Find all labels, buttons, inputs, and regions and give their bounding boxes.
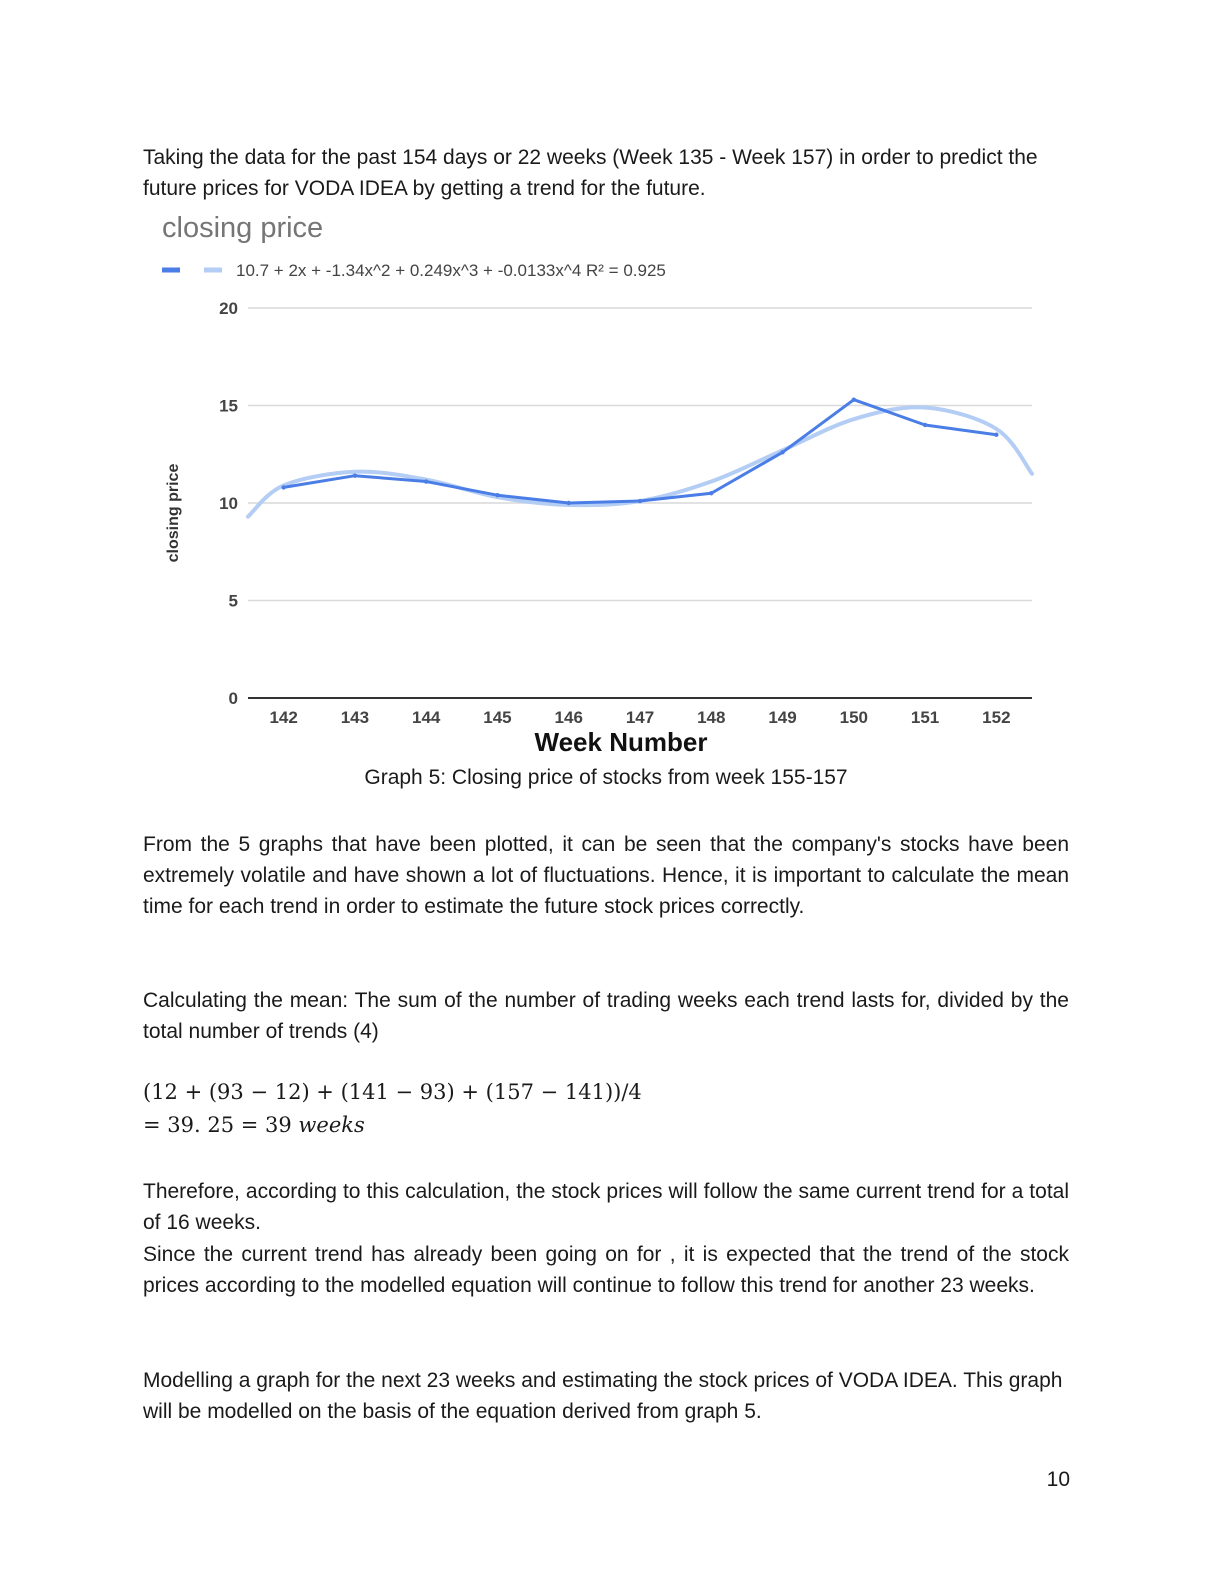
y-axis-ticks (219, 299, 238, 708)
mean-formula: (12 + (93 − 12) + (141 − 93) + (157 − 141))/4 (143, 1080, 642, 1104)
intro-paragraph: Taking the data for the past 154 days or 22 weeks (Week 135 - Week 157) in order to predict the future prices for VODA IDEA by getting a trend for the future. (143, 146, 1038, 200)
x-tick-152: 152 (982, 708, 1011, 727)
closing-price-line (284, 400, 997, 503)
x-tick-147: 147 (625, 708, 655, 727)
x-tick-143: 143 (340, 708, 370, 727)
data-point-week-143 (353, 474, 357, 478)
page-number: 10 (1046, 1468, 1070, 1491)
data-point-week-142 (281, 485, 285, 489)
y-axis-title: closing price (165, 463, 182, 563)
x-tick-149: 149 (768, 708, 797, 727)
mean-calculation-paragraph: Calculating the mean: The sum of the number of trading weeks each trend lasts for, divided by the total number of trends (4) (143, 989, 1069, 1043)
x-axis-ticks (269, 708, 1010, 727)
modelling-paragraph: Modelling a graph for the next 23 weeks and estimating the stock prices of VODA IDEA. This graph will be modelled on the basis of the equation derived from graph 5. (143, 1369, 1063, 1423)
mean-result-unit: weeks (298, 1113, 365, 1137)
x-axis-title: Week Number (534, 727, 708, 757)
data-point-week-145 (495, 493, 499, 497)
chart-series (248, 397, 1032, 516)
x-tick-150: 150 (839, 708, 869, 727)
data-point-week-151 (923, 423, 927, 427)
y-tick-0: 0 (228, 689, 238, 708)
mean-result-value: = 39. 25 = 39 (143, 1113, 299, 1137)
y-tick-20: 20 (219, 299, 238, 318)
volatility-paragraph: From the 5 graphs that have been plotted, it can be seen that the company's stocks have been extremely volatile and have shown a lot of fluctuations. Hence, it is important to calculate the mean time for each trend in order to estimate the future stock prices correctly. (143, 833, 1069, 918)
data-point-week-144 (424, 479, 428, 483)
graph-caption: Graph 5: Closing price of stocks from week 155-157 (364, 766, 848, 789)
data-point-week-147 (638, 499, 642, 503)
x-tick-148: 148 (697, 708, 726, 727)
y-tick-5: 5 (228, 591, 238, 611)
data-point-week-149 (780, 450, 784, 454)
x-tick-151: 151 (910, 708, 940, 727)
data-point-week-146 (567, 501, 571, 505)
closing-price-chart (150, 205, 1050, 765)
x-tick-142: 142 (269, 708, 298, 727)
y-tick-10: 10 (219, 494, 238, 513)
chart-title: closing price (162, 212, 324, 244)
trend-continuation-paragraph: Since the current trend has already been going on for , it is expected that the trend of the stock prices according to the modelled equation will continue to follow this trend for another 23 weeks. (143, 1243, 1069, 1297)
data-point-week-148 (709, 491, 713, 495)
y-tick-15: 15 (219, 396, 238, 416)
mean-result (143, 1113, 365, 1137)
x-tick-146: 146 (554, 708, 583, 727)
x-tick-144: 144 (411, 708, 441, 727)
x-tick-145: 145 (483, 708, 512, 727)
data-point-week-150 (852, 397, 856, 401)
chart-legend (162, 261, 666, 280)
data-point-week-152 (994, 433, 998, 437)
conclusion-paragraph: Therefore, according to this calculation, the stock prices will follow the same current trend for a total of 16 weeks. (143, 1180, 1069, 1234)
legend-label-trendline: 10.7 + 2x + -1.34x^2 + 0.249x^3 + -0.0133x^4 R² = 0.925 (236, 261, 666, 280)
